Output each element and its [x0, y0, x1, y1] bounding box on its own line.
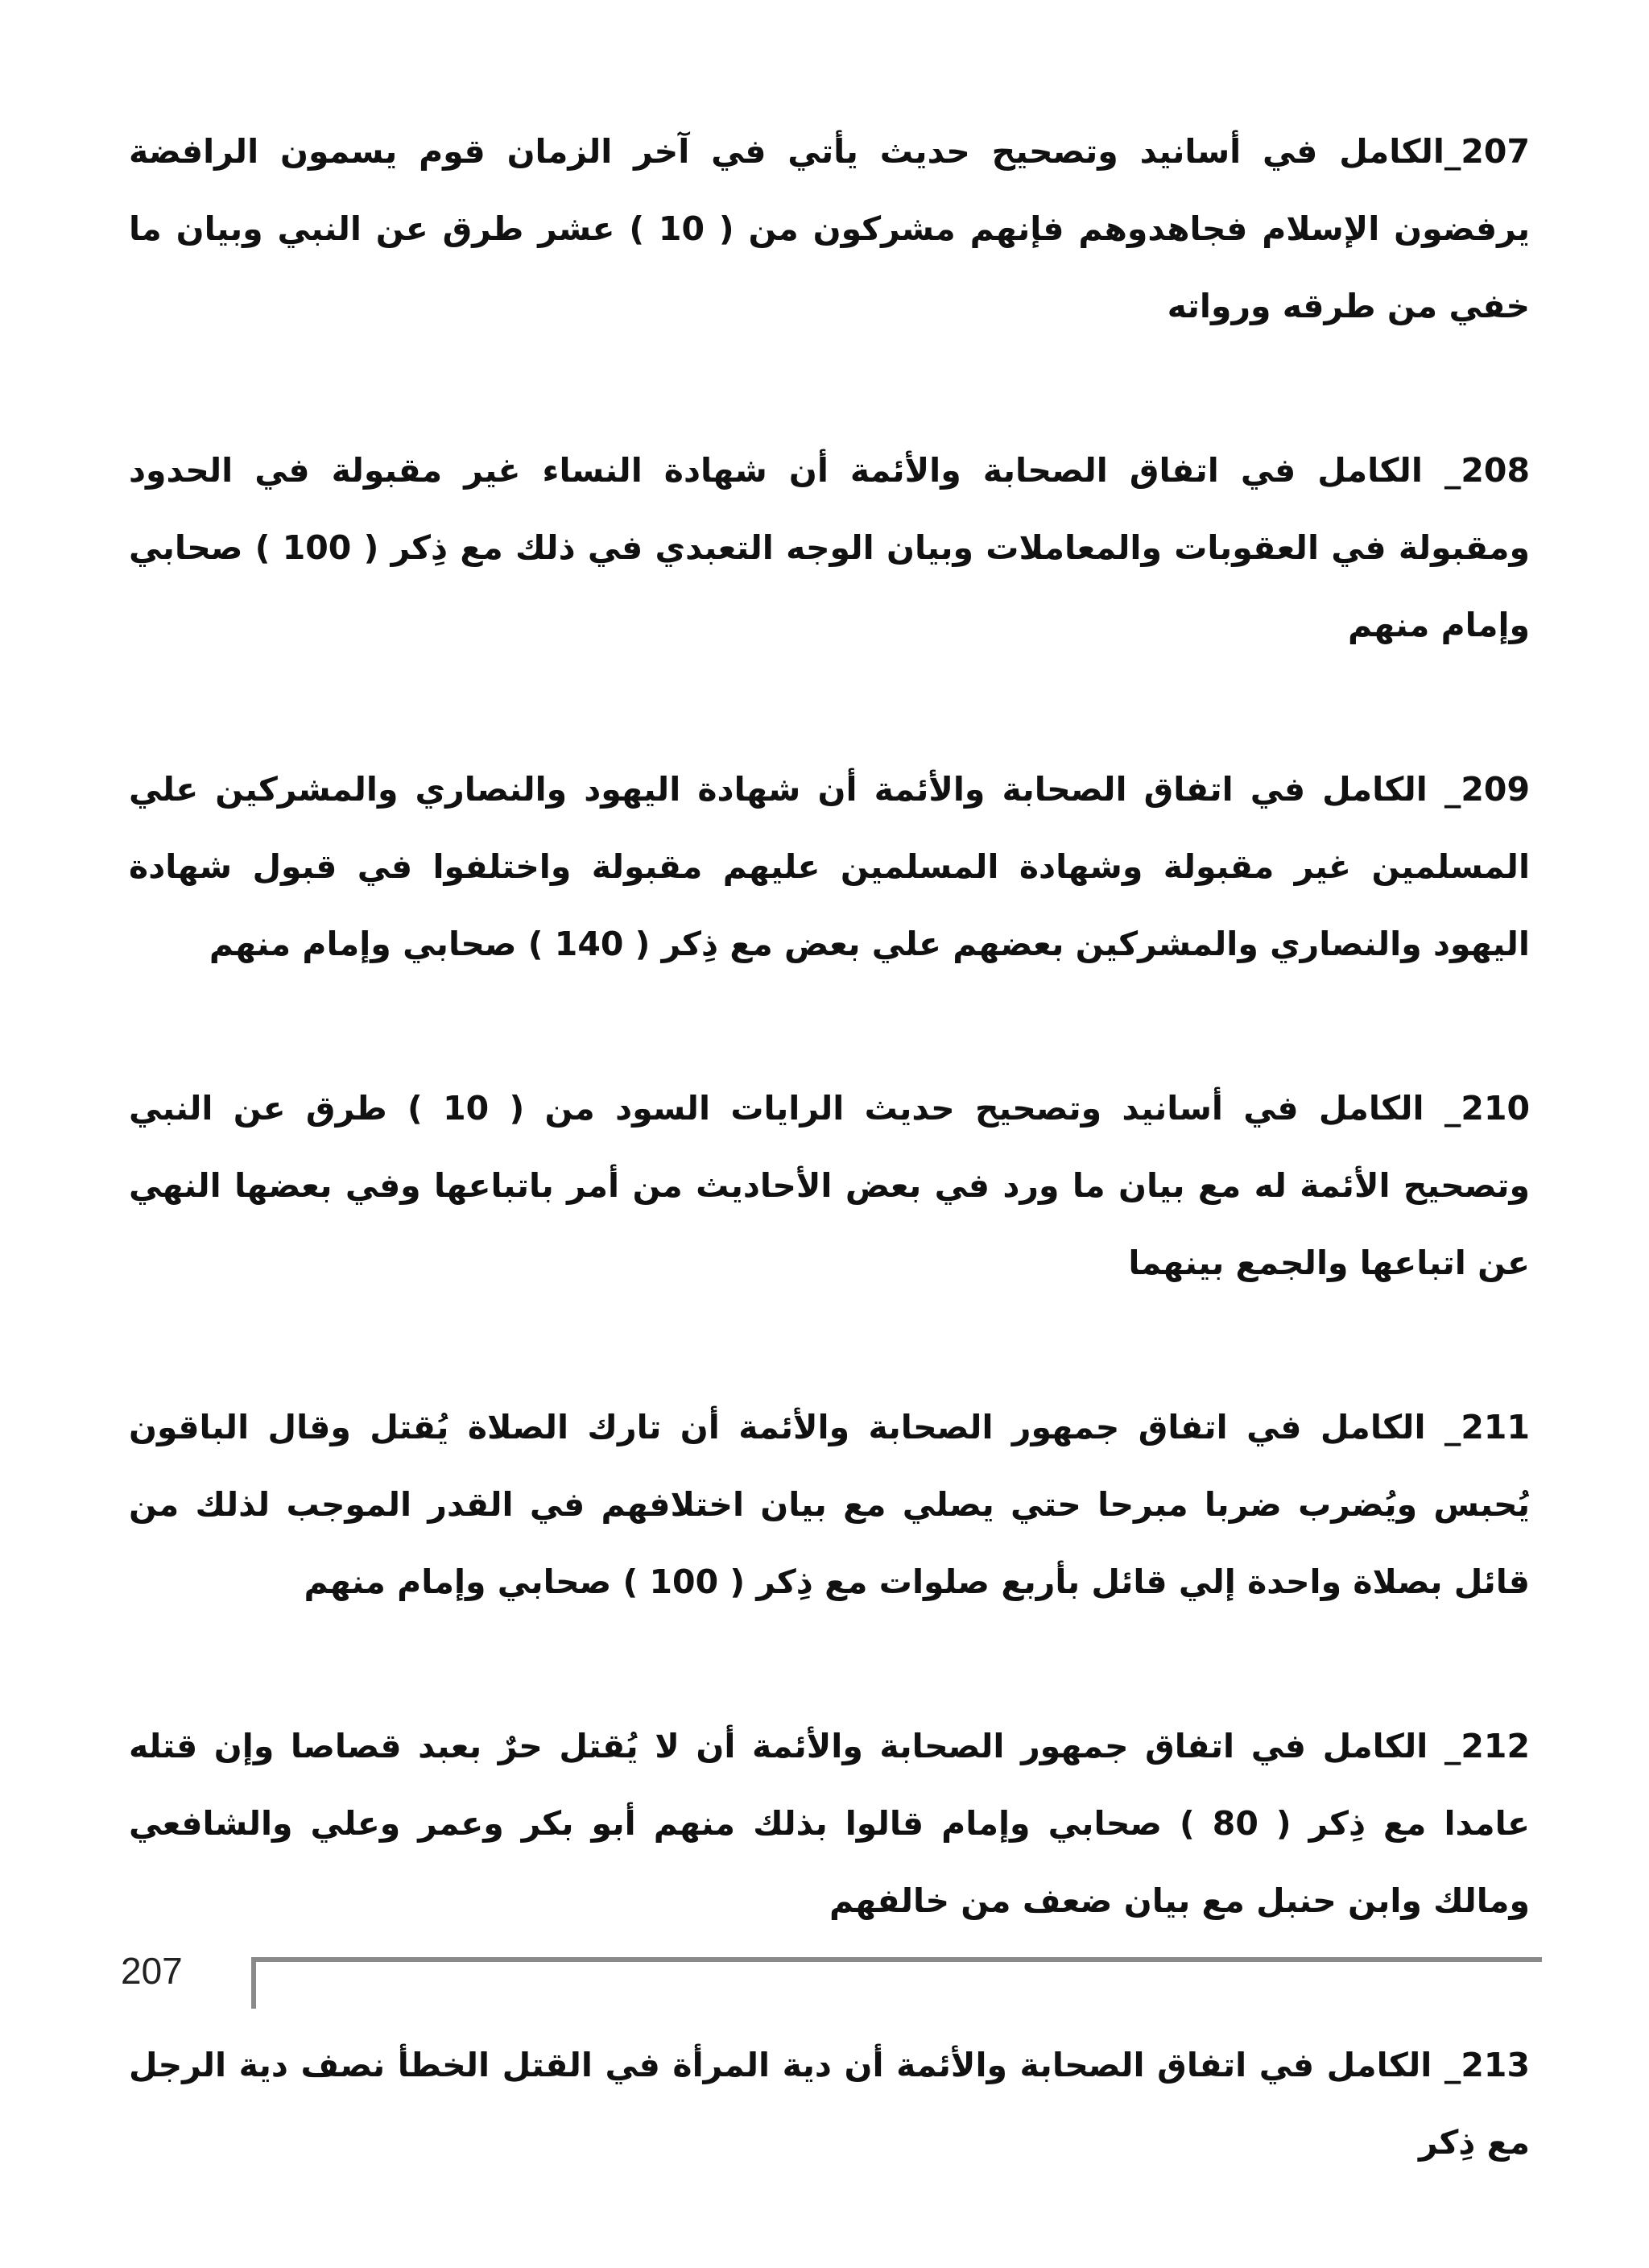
entry-213: 213_ الكامل في اتفاق الصحابة والأئمة أن دية المرأة في القتل الخطأ نصف دية الرجل مع ذِكر	[129, 2046, 1530, 2162]
entry-212: 212_ الكامل في اتفاق جمهور الصحابة والأئمة أن لا يُقتل حرٌ بعبد قصاصا وإن قتله عامدا مع ذِكر ( 80 ) صحابي وإمام قالوا بذلك منهم أبو بكر وعمر وعلي والشافعي ومالك وابن حنبل مع بيان ضعف من خالفهم	[129, 1727, 1530, 1920]
entry-211: 211_ الكامل في اتفاق جمهور الصحابة والأئمة أن تارك الصلاة يُقتل وقال الباقون يُحبس ويُضرب ضربا مبرحا حتي يصلي مع بيان اختلافهم في القدر الموجب لذلك من قائل بصلاة واحدة إلي قائل بأربع صلوات مع ذِكر ( 100 ) صحابي وإمام منهم	[129, 1408, 1530, 1601]
footer-rule	[254, 1957, 1542, 1962]
page-number: 207	[121, 1950, 183, 1992]
entry-209: 209_ الكامل في اتفاق الصحابة والأئمة أن شهادة اليهود والنصاري والمشركين علي المسلمين غير مقبولة وشهادة المسلمين عليهم مقبولة واختلفوا في قبول شهادة اليهود والنصاري والمشركين بعضهم علي بعض مع ذِكر ( 140 ) صحابي وإمام منهم	[129, 770, 1530, 963]
footer-divider	[251, 1957, 256, 2009]
entry-208: 208_ الكامل في اتفاق الصحابة والأئمة أن شهادة النساء غير مقبولة في الحدود ومقبولة في العقوبات والمعاملات وبيان الوجه التعبدي في ذلك مع ذِكر ( 100 ) صحابي وإمام منهم	[129, 451, 1530, 644]
entry-207: 207_الكامل في أسانيد وتصحيح حديث يأتي في آخر الزمان قوم يسمون الرافضة يرفضون الإسلام فجاهدوهم فإنهم مشركون من ( 10 ) عشر طرق عن النبي وبيان ما خفي من طرقه ورواته	[129, 132, 1530, 325]
entry-210: 210_ الكامل في أسانيد وتصحيح حديث الرايات السود من ( 10 ) طرق عن النبي وتصحيح الأئمة له مع بيان ما ورد في بعض الأحاديث من أمر باتباعها وفي بعضها النهي عن اتباعها والجمع بينهما	[129, 1089, 1531, 1282]
page-body	[129, 113, 1530, 2268]
